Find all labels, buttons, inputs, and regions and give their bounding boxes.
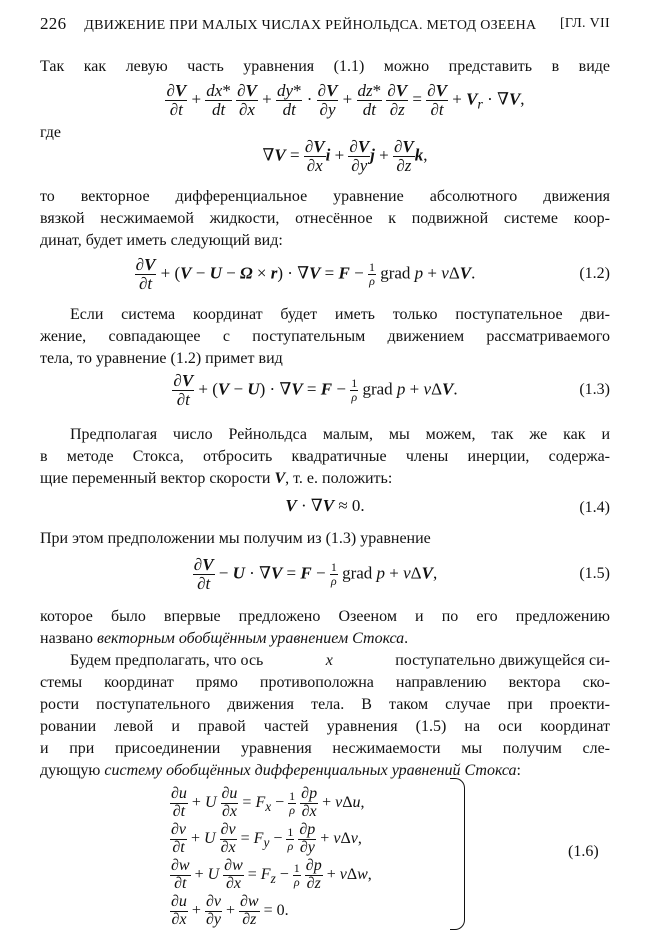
equation-nabla: ∇V = $\frac{\partial V}{\partial x}$ i + $\frac{\partial V}{\partial y}$ j + $\frac{\partial V}{\partial z}$ k, xyxy=(262,137,428,175)
text-line: тела, то уравнение (1.2) примет вид xyxy=(40,350,283,367)
text-line: щие переменный вектор скорости V, т. е. положить: xyxy=(40,470,393,487)
text-line: динат, будет иметь следующий вид: xyxy=(40,232,283,249)
system-eq-v: $\frac{\partial v}{\partial t}$ + U $\frac{\partial v}{\partial x}$ = $F_y$ − $\frac{1}{\rho}$ $\frac{\partial p}{\partial y}$ + νΔv, xyxy=(171,821,362,856)
equation-number: (1.2) xyxy=(579,265,610,282)
text-line: жение, совпадающее с поступательным движением рассматриваемого xyxy=(40,328,610,345)
text-line: то векторное дифференциальное уравнение абсолютного движения xyxy=(40,188,610,205)
text-line: ровании левой и правой частей уравнения (1.5) на оси координат xyxy=(40,718,610,735)
equation-total-derivative: $\frac{\partial V}{\partial t}$ + $\frac{dx*}{dt}$ $\frac{\partial V}{\partial x}$ + $\frac{dy*}{dt}$ · $\frac{\partial V}{\partial y}$ + $\frac{dz*}{dt}$ $\frac{\partial V}{\partial z}$ = $\frac{\partial V}{\partial t}$ + $V_r \cdot \nabla V$, xyxy=(166,81,525,119)
page-number: 226 xyxy=(40,14,67,33)
equation-1-5: $\frac{\partial V}{\partial t}$ − U · ∇V = F − $\frac{1}{\rho}$ grad p + νΔV, (1.5) xyxy=(193,555,610,593)
text-line: названо векторным обобщённым уравнением Стокса. xyxy=(40,630,409,647)
system-brace xyxy=(450,778,465,930)
text-line: вязкой несжимаемой жидкости, отнесённое к подвижной системе коор- xyxy=(40,210,610,227)
text-line: Если система координат будет иметь только поступательное дви- xyxy=(70,306,610,323)
equation-number: (1.4) xyxy=(579,499,610,516)
text-line: стемы координат прямо противоположна направлению вектора ско- xyxy=(40,674,610,691)
text-line: Предполагая число Рейнольдса малым, мы можем, так же как и xyxy=(70,426,610,443)
header-title: ДВИЖЕНИЕ ПРИ МАЛЫХ ЧИСЛАХ РЕЙНОЛЬДСА. МЕТОД ОЗЕЕНА xyxy=(84,18,537,33)
equation-number: (1.5) xyxy=(579,565,610,582)
text-line: где xyxy=(40,124,62,141)
equation-number: (1.6) xyxy=(568,843,599,860)
text-line: При этом предположении мы получим из (1.3) уравнение xyxy=(40,530,431,547)
text-line: которое было впервые предложено Озееном и по его предложению xyxy=(40,608,610,625)
equation-number: (1.3) xyxy=(579,381,610,398)
equation-1-4: V · ∇V ≈ 0. (1.4) xyxy=(285,496,610,516)
text-line: и при присоединении уравнения несжимаемости мы получим сле- xyxy=(40,740,610,757)
system-eq-u: $\frac{\partial u}{\partial t}$ + U $\frac{\partial u}{\partial x}$ = $F_x$ − $\frac{1}{\rho}$ $\frac{\partial p}{\partial x}$ + νΔu, xyxy=(171,785,365,820)
equation-1-2: $\frac{\partial V}{\partial t}$ + (V − U − Ω × r) · ∇V = F − $\frac{1}{\rho}$ grad p + νΔV. (1.2) xyxy=(135,255,610,293)
text-line: дующую систему обобщённых дифференциальных уравнений Стокса: xyxy=(40,762,521,779)
text-line: рости поступательного движения тела. В таком случае при проекти- xyxy=(40,696,610,713)
text-line: Будем предполагать, что ось x поступательно движущейся си- xyxy=(70,652,610,669)
running-header xyxy=(40,14,610,34)
system-eq-w: $\frac{\partial w}{\partial t}$ + U $\frac{\partial w}{\partial x}$ = $F_z$ − $\frac{1}{\rho}$ $\frac{\partial p}{\partial z}$ + νΔw, xyxy=(171,857,372,892)
text-line: Так как левую часть уравнения (1.1) можно представить в виде xyxy=(40,58,610,75)
text-line: в методе Стокса, отбросить квадратичные члены инерции, содержа- xyxy=(40,448,610,465)
system-eq-continuity: $\frac{\partial u}{\partial x}$ + $\frac{\partial v}{\partial y}$ + $\frac{\partial w}{\partial z}$ = 0. xyxy=(171,893,289,928)
equation-1-3: $\frac{\partial V}{\partial t}$ + (V − U) · ∇V = F − $\frac{1}{\rho}$ grad p + νΔV. (1.3) xyxy=(173,371,610,409)
header-chapter: [ГЛ. VII xyxy=(559,16,610,31)
